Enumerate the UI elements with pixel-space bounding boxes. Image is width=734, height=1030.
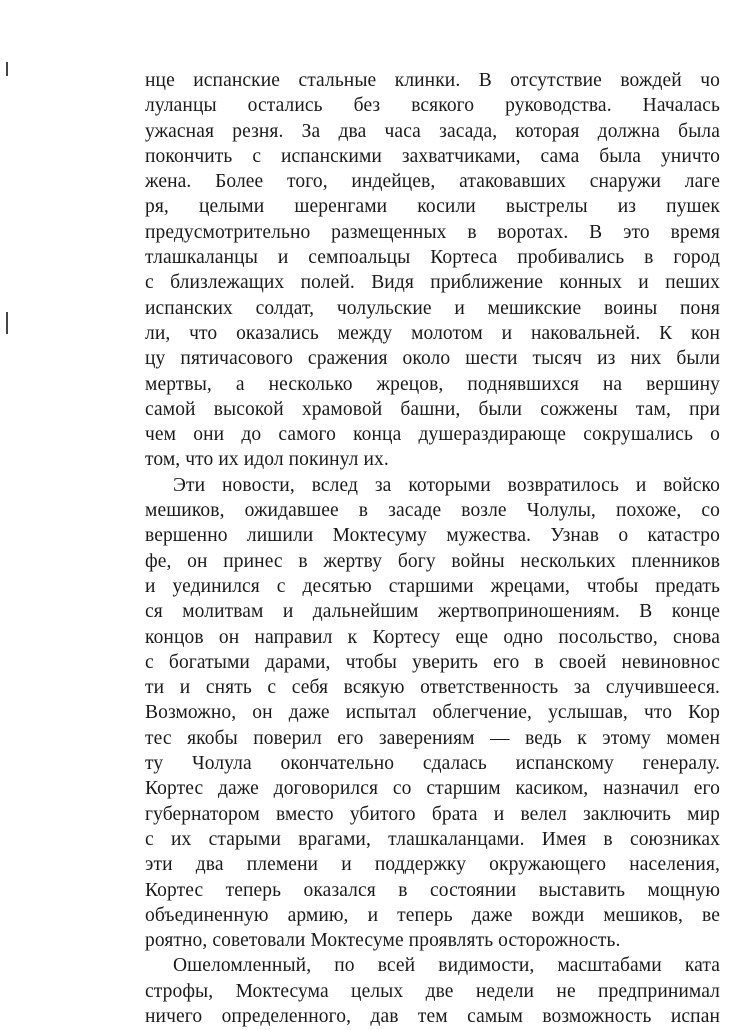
- text-line: ся молитвам и дальнейшим жертвоприношениям. В конце: [145, 601, 720, 623]
- text-line: Эти новости, вслед за которыми возвратилось и войско: [173, 474, 720, 496]
- text-line: Ошеломленный, по всей видимости, масштабами ката: [173, 955, 720, 977]
- text-line: испанских солдат, чолульские и мешикские воины поня: [145, 297, 720, 319]
- text-line: мертвы, а несколько жрецов, поднявшихся на вершину: [145, 373, 720, 395]
- text-line: ря, целыми шеренгами косили выстрелы из пушек: [145, 196, 720, 218]
- text-line: концов он направил к Кортесу еще одно посольство, снова: [145, 626, 720, 648]
- text-line: луланцы остались без всякого руководства. Началась: [145, 95, 720, 117]
- text-line: мешиков, ожидавшее в засаде возле Чолулы, похоже, со: [145, 500, 720, 522]
- text-line: с близлежащих полей. Видя приближение конных и пеших: [145, 272, 720, 294]
- text-line: том, что их идол покинул их.: [145, 449, 389, 471]
- margin-mark: [6, 62, 8, 76]
- text-line: вершенно лишили Моктесуму мужества. Узнав о катастро: [145, 525, 720, 547]
- text-line: самой высокой храмовой башни, были сожжены там, при: [145, 398, 720, 420]
- text-line: Кортес даже договорился со старшим касиком, назначил его: [145, 778, 720, 800]
- paragraph: [145, 953, 720, 1029]
- text-line: ничего определенного, дав тем самым возможность испан: [145, 1005, 720, 1027]
- text-line: тес якобы поверил его заверениям — ведь к этому момен: [145, 727, 720, 749]
- text-line: эти два племени и поддержку окружающего населения,: [145, 854, 720, 876]
- paragraph: [145, 473, 720, 954]
- text-line: чем они до самого конца душераздирающе сокрушались о: [145, 424, 720, 446]
- paragraph: [145, 68, 720, 473]
- text-line: покончить с испанскими захватчиками, сама была уничто: [145, 145, 720, 167]
- text-line: Кортес теперь оказался в состоянии выставить мощную: [145, 879, 720, 901]
- text-line: и уединился с десятью старшими жрецами, чтобы предать: [145, 575, 720, 597]
- text-line: предусмотрительно размещенных в воротах. В это время: [145, 221, 720, 243]
- text-line: строфы, Моктесума целых две недели не предпринимал: [145, 980, 720, 1002]
- text-line: роятно, советовали Моктесуме проявлять осторожность.: [145, 930, 621, 952]
- margin-mark: [6, 312, 8, 334]
- text-line: ли, что оказались между молотом и наковальней. К кон: [145, 322, 720, 344]
- text-line: ту Чолула окончательно сдалась испанскому генералу.: [145, 753, 720, 775]
- text-line: тлашкаланцы и семпоальцы Кортеса пробивались в город: [145, 247, 720, 269]
- text-line: фе, он принес в жертву богу войны нескольких пленников: [145, 550, 720, 572]
- text-line: ужасная резня. За два часа засада, которая должна была: [145, 120, 720, 142]
- text-line: нце испанские стальные клинки. В отсутствие вождей чо: [145, 70, 720, 91]
- text-line: ти и снять с себя всякую ответственность за случившееся.: [145, 677, 720, 699]
- page-text: [145, 68, 720, 1029]
- text-line: жена. Более того, индейцев, атаковавших снаружи лаге: [145, 171, 720, 193]
- text-line: с их старыми врагами, тлашкаланцами. Имея в союзниках: [145, 828, 720, 850]
- text-line: цу пятичасового сражения около шести тысяч из них были: [145, 348, 720, 370]
- text-line: Возможно, он даже испытал облегчение, услышав, что Кор: [145, 702, 720, 724]
- text-line: объединенную армию, и теперь даже вожди мешиков, ве: [145, 904, 720, 926]
- text-line: с богатыми дарами, чтобы уверить его в своей невиновнос: [145, 651, 720, 673]
- text-line: губернатором вместо убитого брата и велел заключить мир: [145, 803, 720, 825]
